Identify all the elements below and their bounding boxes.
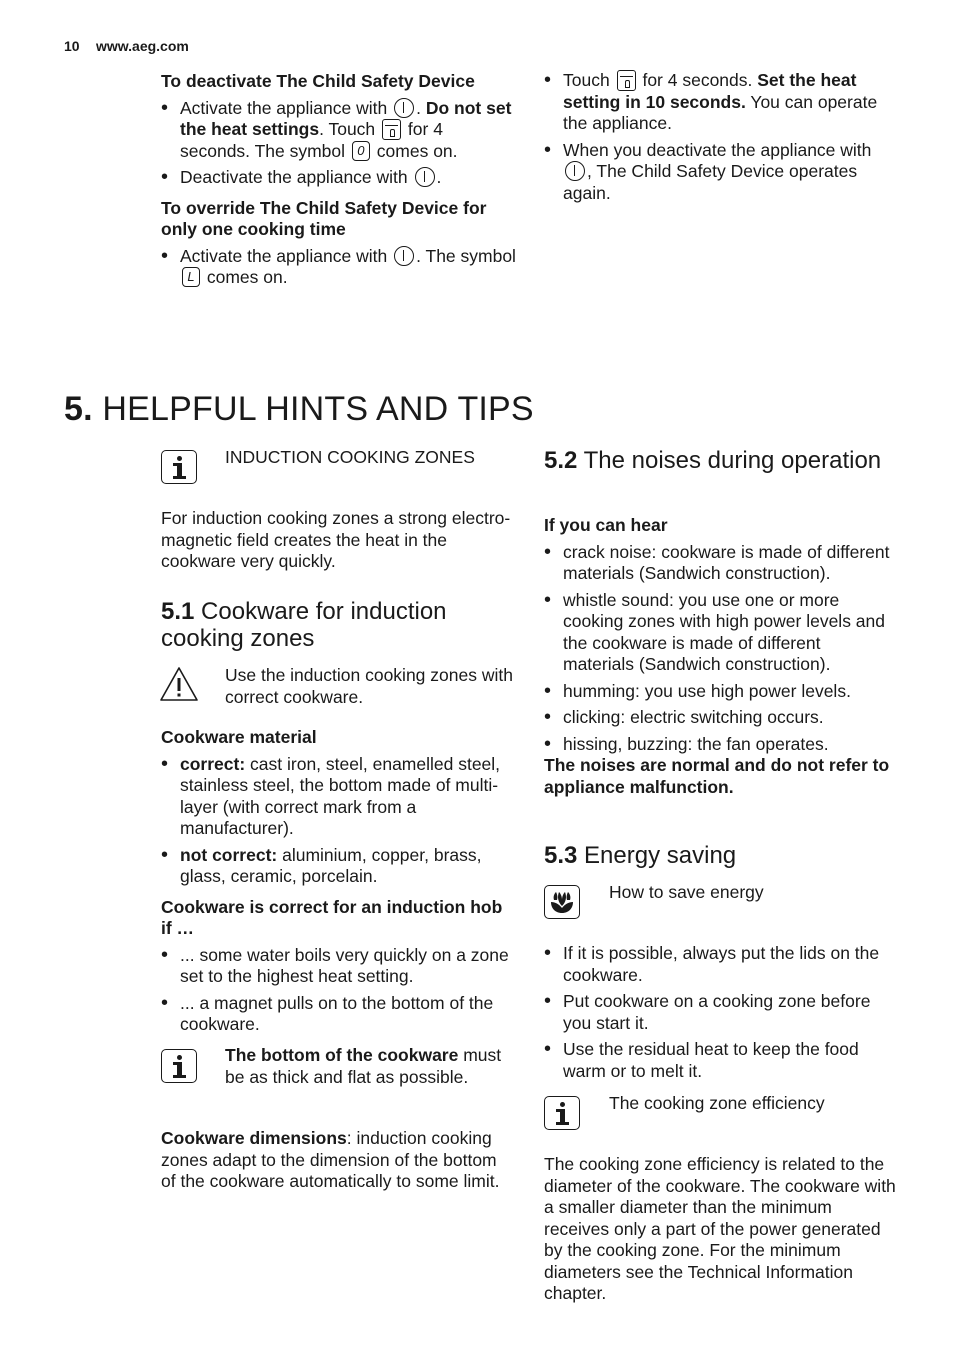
section-title-text: HELPFUL HINTS AND TIPS — [102, 390, 534, 428]
list-item: • hissing, buzzing: the fan operates. — [544, 734, 894, 756]
list-item: • Put cookware on a cooking zone before you start it. — [544, 991, 899, 1034]
section-title — [64, 390, 534, 429]
list-item: • ... some water boils very quickly on a zone set to the highest heat setting. — [161, 945, 516, 988]
hear-title: If you can hear — [544, 515, 668, 535]
lock-key-icon — [382, 119, 401, 140]
energy-list-block — [544, 938, 899, 1082]
item-text: comes on. — [206, 267, 288, 287]
list-item: • ... a magnet pulls on to the bottom of the cookware. — [161, 993, 516, 1036]
symbol-glyph: L — [187, 269, 195, 284]
noises-block — [544, 515, 894, 798]
list-item — [161, 754, 516, 840]
display-symbol-icon — [352, 141, 370, 161]
info-label: INDUCTION COOKING ZONES — [225, 447, 475, 467]
list-item — [161, 167, 516, 189]
section-5-2-heading — [544, 447, 894, 474]
symbol-glyph: 0 — [357, 142, 365, 158]
list-item: • Use the residual heat to keep the food warm or to melt it. — [544, 1039, 899, 1082]
power-icon — [394, 246, 414, 266]
info-icon — [161, 1049, 197, 1083]
subsection-title: Energy saving — [584, 842, 737, 869]
item-text: You can operate the appliance. — [563, 91, 878, 133]
item-text: aluminium, copper, brass, glass, ceramic, porcelain. — [180, 844, 482, 886]
list-item — [161, 845, 516, 888]
intro-paragraph: For induction cooking zones a strong electro-magnetic field creates the heat in the cookware very quickly. — [161, 508, 511, 571]
warning-text: Use the induction cooking zones with correct cookware. — [225, 665, 513, 707]
website-url: www.aeg.com — [96, 38, 189, 54]
subsection-number: 5.2 — [544, 447, 578, 474]
cookware-material-block — [161, 727, 516, 1036]
item-bold-text: Set the heat setting in 10 seconds. — [563, 70, 857, 112]
item-text: . The symbol — [416, 245, 516, 266]
deactivate-title: To deactivate The Child Safety Device — [161, 71, 475, 91]
eco-leaf-icon — [544, 885, 580, 919]
list-item: • whistle sound: you use one or more cooking zones with high power levels and the cookware is made of different materials (Sandwich construction). — [544, 590, 894, 676]
item-text: cast iron, steel, enamelled steel, stainless steel, the bottom made of multi-layer (with correct mark from a manufacturer). — [180, 753, 501, 838]
item-bold-text: not correct: — [180, 844, 278, 865]
lock-key-icon — [617, 70, 636, 91]
item-text: for 4 seconds. The symbol — [180, 119, 443, 161]
section-number: 5. — [64, 390, 93, 428]
item-text: Activate the appliance with — [180, 245, 388, 266]
item-text: . — [416, 97, 421, 118]
info-icon — [544, 1096, 580, 1130]
list-item: • crack noise: cookware is made of different materials (Sandwich construction). — [544, 542, 894, 585]
item-text: When you deactivate the appliance with — [563, 139, 872, 160]
override-list — [161, 246, 516, 289]
list-item — [544, 70, 894, 135]
efficiency-label: The cooking zone efficiency — [609, 1093, 825, 1113]
correct-title: Cookware is correct for an induction hob if … — [161, 896, 503, 938]
right-list — [544, 70, 894, 204]
note-bold-text: The bottom of the cookware — [225, 1045, 459, 1065]
child-safety-right — [544, 70, 894, 204]
item-text: for 4 seconds. — [642, 70, 753, 90]
subsection-title: Cookware for induction cooking zones — [161, 598, 447, 652]
dims-text: : induction cooking zones adapt to the dimension of the bottom of the cookware automatically to some limit. — [161, 1128, 500, 1191]
eco-label: How to save energy — [609, 882, 764, 902]
subsection-number: 5.3 — [544, 842, 578, 869]
power-icon — [565, 161, 585, 181]
override-title: To override The Child Safety Device for only one cooking time — [161, 197, 487, 239]
energy-list — [544, 943, 899, 1082]
item-text: . — [436, 167, 442, 187]
section-5-1-heading — [161, 598, 516, 652]
list-item: • If it is possible, always put the lids on the cookware. — [544, 943, 899, 986]
cookware-dimensions — [161, 1128, 516, 1193]
list-item — [544, 140, 894, 205]
item-text: Deactivate the appliance with — [180, 167, 408, 187]
info-icon — [161, 450, 197, 484]
subsection-number: 5.1 — [161, 598, 195, 625]
page-number: 10 — [64, 38, 80, 54]
material-list — [161, 754, 516, 888]
item-text: , The Child Safety Device operates again. — [563, 161, 858, 203]
list-item — [161, 246, 516, 289]
deactivate-list — [161, 98, 516, 189]
power-icon — [394, 98, 414, 118]
item-text: Activate the appliance with — [180, 97, 388, 118]
noises-conclusion: The noises are normal and do not refer to appliance malfunction. — [544, 755, 890, 797]
display-symbol-icon — [182, 267, 200, 287]
correct-list — [161, 945, 516, 1036]
item-text: . Touch — [319, 119, 376, 139]
item-text: comes on. — [376, 140, 458, 161]
cookware-bottom-note — [225, 1045, 515, 1088]
item-bold-text: correct: — [180, 753, 246, 774]
material-title: Cookware material — [161, 727, 317, 747]
section-5-3-heading — [544, 842, 894, 869]
efficiency-paragraph: The cooking zone efficiency is related to the diameter of the cookware. The cookware with a smaller diameter than the minimum receives only a part of the power generated by the cooking zone. For the minimum diameters see the Technical Information chapter. — [544, 1154, 896, 1303]
list-item: • clicking: electric switching occurs. — [544, 707, 894, 729]
item-text: Touch — [563, 70, 610, 90]
dims-bold-text: Cookware dimensions — [161, 1128, 347, 1148]
noises-list — [544, 542, 894, 756]
child-safety-left — [161, 71, 516, 289]
warning-icon — [159, 666, 199, 702]
item-bold-text: Do not set the heat settings — [180, 97, 512, 139]
note-text: must be as thick and flat as possible. — [225, 1045, 502, 1087]
power-icon — [415, 167, 435, 187]
list-item — [161, 98, 516, 163]
subsection-title: The noises during operation — [583, 447, 882, 474]
list-item: • humming: you use high power levels. — [544, 681, 894, 703]
